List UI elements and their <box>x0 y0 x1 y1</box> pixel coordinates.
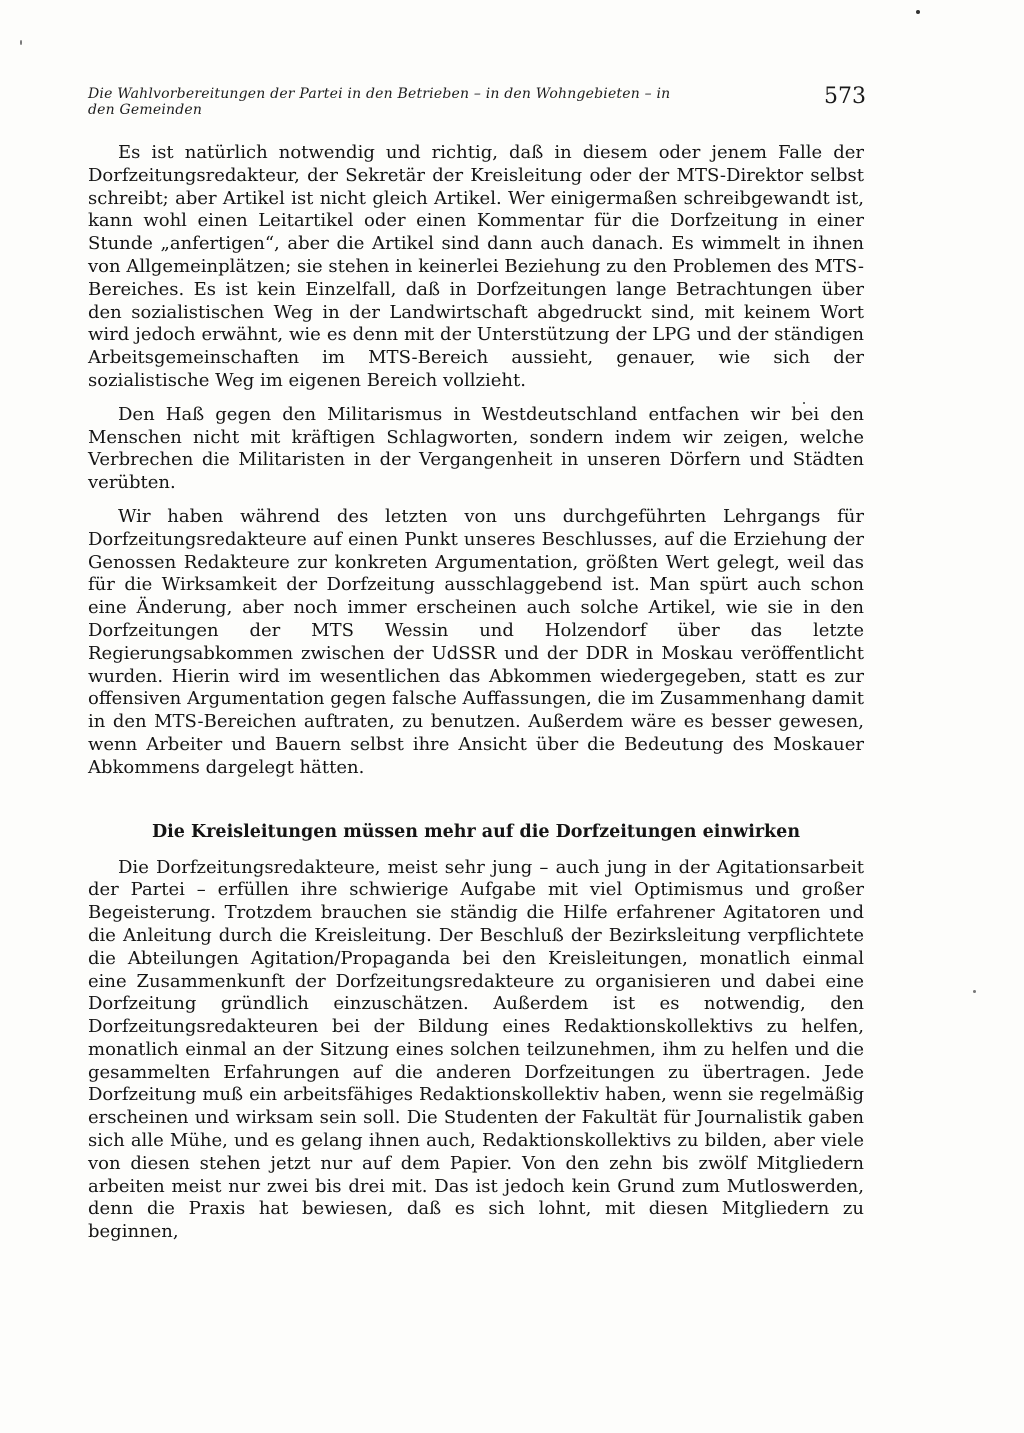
print-speck <box>973 990 976 993</box>
paragraph-3: Wir haben während des letzten von uns durchgeführten Lehrgangs für Dorfzeitungsredakteure auf einen Punkt unseres Beschlusses, auf die Erziehung der Genossen Redakteure zur konkreten Argumentation, größten Wert gelegt, weil das für die Wirksamkeit der Dorfzeitung ausschlaggebend ist. Man spürt auch schon eine Änderung, aber noch immer erscheinen auch solche Artikel, wie sie in den Dorfzeitungen der MTS Wessin und Holzendorf über das letzte Regierungsabkommen zwischen der UdSSR und der DDR in Moskau veröffentlicht wurden. Hierin wird im wesentlichen das Abkommen wiedergegeben, statt es zur offensiven Argumentation gegen falsche Auffassungen, die im Zusammenhang damit in den MTS-Bereichen auftraten, zu benutzen. Außerdem wäre es besser gewesen, wenn Arbeiter und Bauern selbst ihre Ansicht über die Bedeutung des Moskauer Abkommens dargelegt hätten. <box>88 505 864 778</box>
section-heading: Die Kreisleitungen müssen mehr auf die Dorfzeitungen einwirken <box>151 821 801 842</box>
paragraph-4: Die Dorfzeitungsredakteure, meist sehr jung – auch jung in der Agitationsarbeit der Partei – erfüllen ihre schwierige Aufgabe mit viel Optimismus und großer Begeisterung. Trotzdem brauchen sie ständig die Hilfe erfahrener Agitatoren und die Anleitung durch die Kreisleitung. Der Beschluß der Bezirksleitung verpflichtete die Abteilungen Agitation/Propaganda bei den Kreisleitungen, monatlich einmal eine Zusammenkunft der Dorfzeitungsredakteure zu organisieren und dabei eine Dorfzeitung gründlich einzuschätzen. Außerdem ist es notwendig, den Dorfzeitungsredakteuren bei der Bildung eines Redaktionskollektivs zu helfen, monatlich einmal an der Sitzung eines solchen teilzunehmen, ihm zu helfen und die gesammelten Erfahrungen auf die anderen Dorfzeitungen zu übertragen. Jede Dorfzeitung muß ein arbeitsfähiges Redaktionskollektiv haben, wenn sie regelmäßig erscheinen und wirksam sein soll. Die Studenten der Fakultät für Journalistik gaben sich alle Mühe, und es gelang ihnen auch, Redaktionskollektivs zu bilden, aber viele von diesen stehen jetzt nur auf dem Papier. Von den zehn bis zwölf Mitgliedern arbeiten meist nur zwei bis drei mit. Das ist jedoch kein Grund zum Mutloswerden, denn die Praxis hat bewiesen, daß es sich lohnt, mit diesen Mitgliedern zu beginnen, <box>88 856 864 1243</box>
page-number: 573 <box>824 84 866 109</box>
print-speck <box>803 402 805 404</box>
paragraph-2: Den Haß gegen den Militarismus in Westdeutschland entfachen wir bei den Menschen nicht mit kräftigen Schlagworten, sondern indem wir zeigen, welche Verbrechen die Militaristen in der Vergangenheit in unseren Dörfern und Städten verübten. <box>88 403 864 494</box>
print-speck <box>916 10 920 14</box>
print-speck <box>20 40 22 45</box>
running-head: Die Wahlvorbereitungen der Partei in den Betrieben – in den Wohngebieten – in den Gemeinden <box>88 86 671 118</box>
paragraph-1: Es ist natürlich notwendig und richtig, daß in diesem oder jenem Falle der Dorfzeitungsredakteur, der Sekretär der Kreisleitung oder der MTS-Direktor selbst schreibt; aber Artikel ist nicht gleich Artikel. Wer einigermaßen schreibgewandt ist, kann wohl einen Leitartikel oder einen Kommentar für die Dorfzeitung in einer Stunde „anfertigen“, aber die Artikel sind dann auch danach. Es wimmelt in ihnen von Allgemeinplätzen; sie stehen in keinerlei Beziehung zu den Problemen des MTS-Bereiches. Es ist kein Einzelfall, daß in Dorfzeitungen lange Betrachtungen über den sozialistischen Weg in der Landwirtschaft abgedruckt sind, mit keinem Wort wird jedoch erwähnt, wie es denn mit der Unterstützung der LPG und der ständigen Arbeitsgemeinschaften im MTS-Bereich aussieht, genauer, wie sich der sozialistische Weg im eigenen Bereich vollzieht. <box>88 142 864 391</box>
page-body <box>88 142 864 1255</box>
